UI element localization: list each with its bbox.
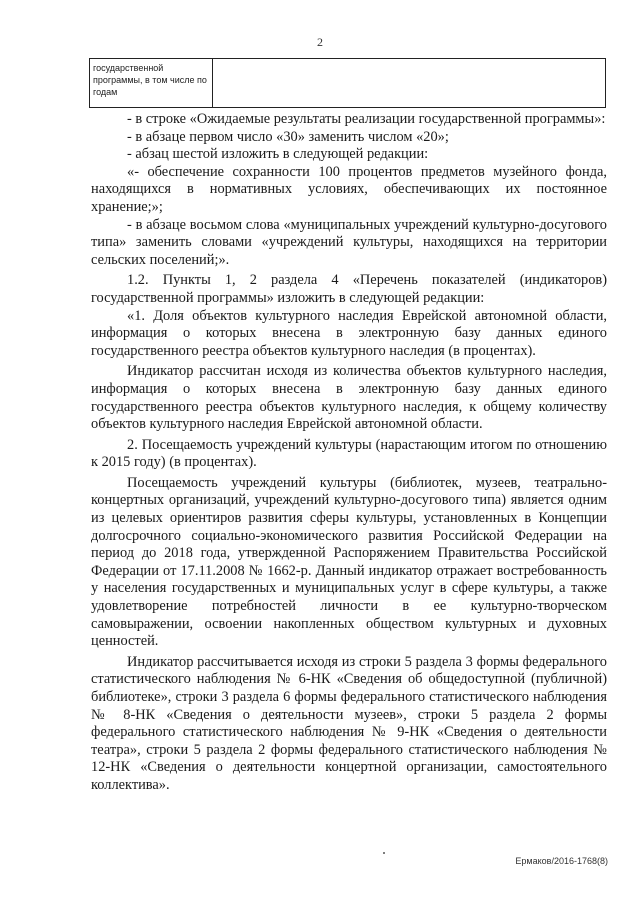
paragraph: Индикатор рассчитывается исходя из строки 5 раздела 3 формы федерального статистического наблюдения № 6-НК «Сведения об общедоступной (публичной) библиотеке», строки 3 раздела 6 формы федерального статистического наблюдения № 8-НК «Сведения о деятельности музеев», строки 5 раздела 2 формы федерального статистического наблюдения № 9-НК «Сведения о деятельности театра», строки 5 раздела 2 формы федерального статистического наблюдения № 12-НК «Сведения о деятельности концертной организации, самостоятельного коллектива». bbox=[91, 653, 607, 793]
scan-speck bbox=[383, 852, 385, 854]
table-cell-empty bbox=[213, 59, 605, 107]
paragraph: - в абзаце первом число «30» заменить числом «20»; bbox=[127, 128, 449, 145]
paragraph: «1. Доля объектов культурного наследия Еврейской автономной области, информация о которых внесена в электронную базу данных единого государственного реестра объектов культурного наследия (в процентах). bbox=[91, 307, 607, 359]
paragraph: Индикатор рассчитан исходя из количества объектов культурного наследия, информация о которых внесена в электронную базу данных единого государственного реестра объектов культурного наследия, к общему количеству объектов культурного наследия Еврейской автономной области. bbox=[91, 363, 607, 433]
table-fragment bbox=[89, 58, 606, 108]
paragraph: - в строке «Ожидаемые результаты реализации государственной программы»: bbox=[127, 111, 606, 127]
paragraph: - абзац шестой изложить в следующей редакции: bbox=[127, 146, 429, 163]
table-cell-label: государственной программы, в том числе по годам bbox=[90, 59, 213, 107]
paragraph: - в абзаце восьмом слова «муниципальных учреждений культурно-досугового типа» заменить словами «учреждений культуры, находящихся на территории сельских поселений;». bbox=[91, 216, 607, 268]
paragraph: 2. Посещаемость учреждений культуры (нарастающим итогом по отношению к 2015 году) (в процентах). bbox=[91, 436, 607, 471]
paragraph: 1.2. Пункты 1, 2 раздела 4 «Перечень показателей (индикаторов) государственной программы» изложить в следующей редакции: bbox=[91, 272, 607, 306]
document-body bbox=[91, 111, 607, 795]
paragraph: Посещаемость учреждений культуры (библиотек, музеев, театрально-концертных организаций, учреждений культурно-досугового типа) является одним из целевых ориентиров развития сферы культуры, установленных в Концепции долгосрочного социально-экономического развития Российской Федерации на период до 2018 года, утвержденной Распоряжением Правительства Российской Федерации от 17.11.2008 № 1662-р. Данный индикатор отражает востребованность у населения государственных и муниципальных услуг в сфере культуры, а также удовлетворение потребностей личности в ее культурно-творческом самовыражении, освоении накопленных обществом культурных и духовных ценностей. bbox=[91, 474, 607, 650]
paragraph: «- обеспечение сохранности 100 процентов предметов музейного фонда, находящихся в нормативных условиях, обеспечивающих их постоянное хранение;»; bbox=[91, 163, 607, 215]
page-number: 2 bbox=[317, 35, 323, 49]
document-code: Ермаков/2016-1768(8) bbox=[515, 856, 608, 866]
